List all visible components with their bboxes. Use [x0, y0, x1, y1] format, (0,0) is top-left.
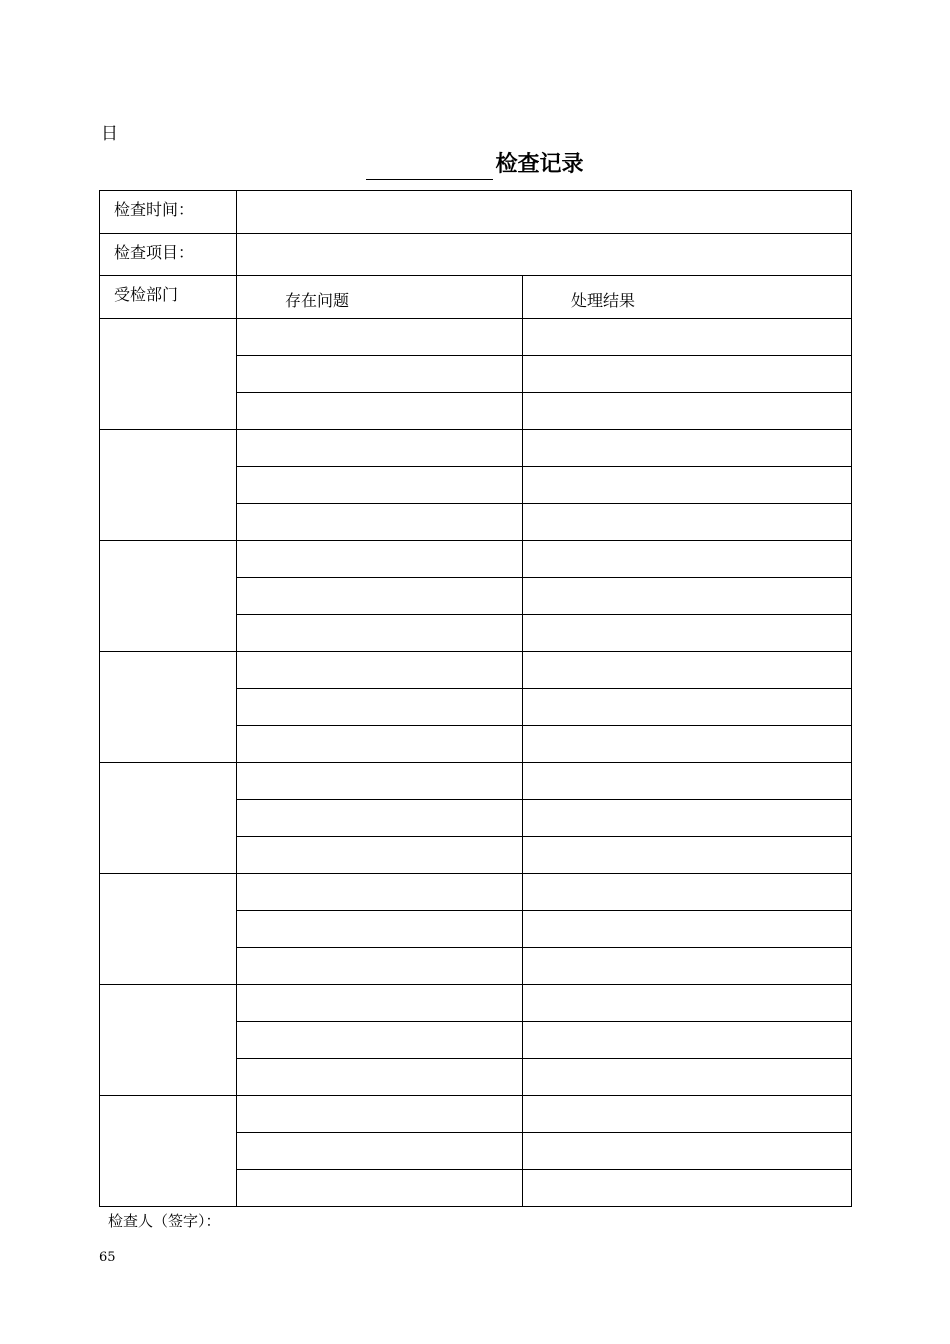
department-cell[interactable]: [100, 430, 237, 541]
date-char: 日: [101, 124, 118, 144]
problem-cell[interactable]: [237, 985, 523, 1022]
table-row: [100, 985, 852, 1022]
result-cell[interactable]: [523, 800, 852, 837]
result-header: 处理结果: [523, 276, 852, 319]
page-number: 65: [99, 1250, 116, 1265]
problem-cell[interactable]: [237, 615, 523, 652]
problem-cell[interactable]: [237, 1170, 523, 1207]
problem-header: 存在问题: [237, 276, 523, 319]
table-row: [100, 430, 852, 467]
problem-cell[interactable]: [237, 319, 523, 356]
problem-cell[interactable]: [237, 1059, 523, 1096]
result-cell[interactable]: [523, 430, 852, 467]
table-row: [100, 1096, 852, 1133]
problem-cell[interactable]: [237, 726, 523, 763]
page-title: 检查记录: [495, 152, 584, 177]
check-time-label: 检查时间：: [100, 191, 237, 234]
result-cell[interactable]: [523, 874, 852, 911]
problem-cell[interactable]: [237, 541, 523, 578]
result-cell[interactable]: [523, 615, 852, 652]
department-cell[interactable]: [100, 874, 237, 985]
result-cell[interactable]: [523, 911, 852, 948]
dept-header: 受检部门: [100, 276, 237, 319]
result-cell[interactable]: [523, 319, 852, 356]
problem-cell[interactable]: [237, 393, 523, 430]
table-row: [100, 763, 852, 800]
result-cell[interactable]: [523, 1133, 852, 1170]
result-cell[interactable]: [523, 541, 852, 578]
check-item-label: 检查项目：: [100, 234, 237, 276]
result-cell[interactable]: [523, 1170, 852, 1207]
problem-cell[interactable]: [237, 578, 523, 615]
result-cell[interactable]: [523, 689, 852, 726]
check-item-field[interactable]: [237, 234, 852, 276]
table-row: [100, 319, 852, 356]
table-row: [100, 652, 852, 689]
signer-label: 检查人（签字）：: [108, 1212, 221, 1230]
row-check-time: [100, 191, 852, 234]
result-cell[interactable]: [523, 652, 852, 689]
problem-cell[interactable]: [237, 874, 523, 911]
problem-cell[interactable]: [237, 504, 523, 541]
result-cell[interactable]: [523, 1096, 852, 1133]
inspection-table: [99, 190, 852, 1207]
title-blank-line[interactable]: [366, 151, 493, 180]
problem-cell[interactable]: [237, 948, 523, 985]
problem-cell[interactable]: [237, 356, 523, 393]
problem-cell[interactable]: [237, 652, 523, 689]
result-cell[interactable]: [523, 578, 852, 615]
result-cell[interactable]: [523, 985, 852, 1022]
department-cell[interactable]: [100, 652, 237, 763]
result-cell[interactable]: [523, 763, 852, 800]
problem-cell[interactable]: [237, 1096, 523, 1133]
title-block: [0, 150, 950, 180]
result-cell[interactable]: [523, 1022, 852, 1059]
result-cell[interactable]: [523, 467, 852, 504]
problem-cell[interactable]: [237, 800, 523, 837]
result-cell[interactable]: [523, 504, 852, 541]
problem-cell[interactable]: [237, 1022, 523, 1059]
result-cell[interactable]: [523, 948, 852, 985]
problem-cell[interactable]: [237, 689, 523, 726]
problem-cell[interactable]: [237, 1133, 523, 1170]
result-cell[interactable]: [523, 726, 852, 763]
header-row: [100, 276, 852, 319]
row-check-item: [100, 234, 852, 276]
problem-cell[interactable]: [237, 837, 523, 874]
problem-cell[interactable]: [237, 467, 523, 504]
table-row: [100, 874, 852, 911]
problem-cell[interactable]: [237, 911, 523, 948]
result-cell[interactable]: [523, 1059, 852, 1096]
result-cell[interactable]: [523, 356, 852, 393]
result-cell[interactable]: [523, 393, 852, 430]
department-cell[interactable]: [100, 319, 237, 430]
table-row: [100, 541, 852, 578]
department-cell[interactable]: [100, 985, 237, 1096]
problem-cell[interactable]: [237, 763, 523, 800]
department-cell[interactable]: [100, 1096, 237, 1207]
result-cell[interactable]: [523, 837, 852, 874]
department-cell[interactable]: [100, 763, 237, 874]
check-time-field[interactable]: [237, 191, 852, 234]
department-cell[interactable]: [100, 541, 237, 652]
problem-cell[interactable]: [237, 430, 523, 467]
